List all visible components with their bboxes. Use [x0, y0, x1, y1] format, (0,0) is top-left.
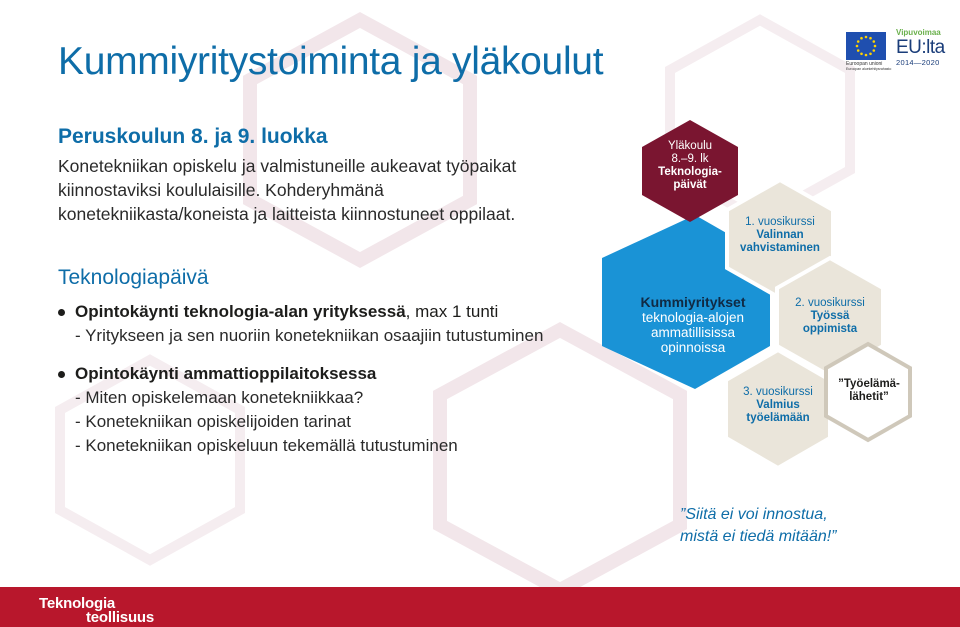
hex-vuosikurssi-1-label [730, 216, 830, 255]
bullet-dot-icon [58, 309, 65, 316]
eu-subcaption-text: Euroopan aluekehitysrahasto [846, 67, 892, 71]
sub-item: - Konetekniikan opiskelijoiden tarinat [75, 412, 351, 431]
bullet-rest-text: , max 1 tunti [405, 302, 499, 321]
hex-text: lähetit” [849, 391, 889, 403]
bullet-bold-text: Opintokäynti ammattioppilaitoksessa [75, 364, 377, 383]
quote-line-1: ”Siitä ei voi innostua, [680, 506, 828, 523]
hex-text: oppimista [802, 323, 858, 335]
hex-text: Valmius [756, 399, 800, 411]
hex-text: 8.–9. lk [671, 153, 709, 165]
section1-heading: Peruskoulun 8. ja 9. luokka [58, 125, 328, 148]
eu-flag-icon [846, 32, 886, 60]
hex-text: Teknologia- [658, 166, 722, 178]
hex-text: Valinnan [756, 229, 804, 241]
bullet-oppilaitos [58, 362, 618, 386]
hex-text: Työssä [810, 310, 850, 322]
hex-text: työelämään [746, 412, 810, 424]
bullet-dot-icon [58, 371, 65, 378]
eu-caption-text: Euroopan unioni [846, 61, 883, 67]
page-title: Kummiyritystoiminta ja yläkoulut [58, 40, 604, 83]
hex-text: opinnoissa [660, 340, 726, 355]
vipuvoimaa-logo [896, 28, 952, 67]
section-peruskoulu [58, 125, 618, 226]
hex-text: ammatillisissa [650, 325, 735, 340]
hex-ylakoulu-label [650, 140, 730, 192]
hex-text: Yläkoulu [667, 140, 713, 152]
hex-tyoelamalahetit-label [834, 378, 904, 404]
years-text: 2014—2020 [896, 58, 940, 67]
quote-line-2: mistä ei tiedä mitään!” [680, 528, 837, 545]
hex-vuosikurssi-2-label [780, 297, 880, 336]
section2-heading: Teknologiapäivä [58, 266, 209, 289]
eu-caption [846, 62, 892, 72]
section-teknologiapaiva [58, 266, 618, 458]
hex-text: teknologia-alojen [641, 310, 745, 325]
bullet-yritys [58, 300, 618, 324]
hex-text: 1. vuosikurssi [745, 216, 815, 228]
hex-vuosikurssi-3-label [730, 386, 826, 425]
sub-item: - Konetekniikan opiskeluun tekemällä tutustuminen [75, 436, 458, 455]
footer-bar [0, 587, 960, 627]
hex-text: Kummiyritykset [640, 294, 746, 310]
hex-text: 2. vuosikurssi [795, 297, 865, 309]
hex-text: päivät [673, 179, 707, 191]
vipuvoimaa-text: Vipuvoimaa [896, 28, 941, 37]
section1-text: Konetekniikan opiskelu ja valmistuneille aukeavat työpaikat kiinnostaviksi koululaisille. Kohderyhmänä konetekniikasta/koneista ja laitteista kiinnostuneet oppilaat. [58, 156, 517, 224]
eu-logo [846, 28, 946, 72]
hex-text: ”Työelämä- [838, 378, 900, 390]
hex-text: vahvistaminen [740, 242, 820, 254]
bullet-bold-text: Opintokäynti teknologia-alan yrityksessä [75, 302, 406, 321]
teknologiateollisuus-logo [39, 597, 154, 625]
sub-item: - Yritykseen ja sen nuoriin konetekniikan osaajiin tutustuminen [75, 326, 544, 345]
footer-logo-line-1: Teknologia [39, 595, 116, 612]
hex-text: 3. vuosikurssi [743, 386, 813, 398]
eu-lta-text: EU:lta [896, 37, 945, 58]
hexagon-diagram [590, 110, 950, 470]
hex-kummiyritykset-label [608, 295, 778, 355]
footer-logo-line-2: teollisuus [86, 609, 155, 626]
quote [680, 504, 880, 548]
sub-item: - Miten opiskelemaan konetekniikkaa? [75, 388, 364, 407]
